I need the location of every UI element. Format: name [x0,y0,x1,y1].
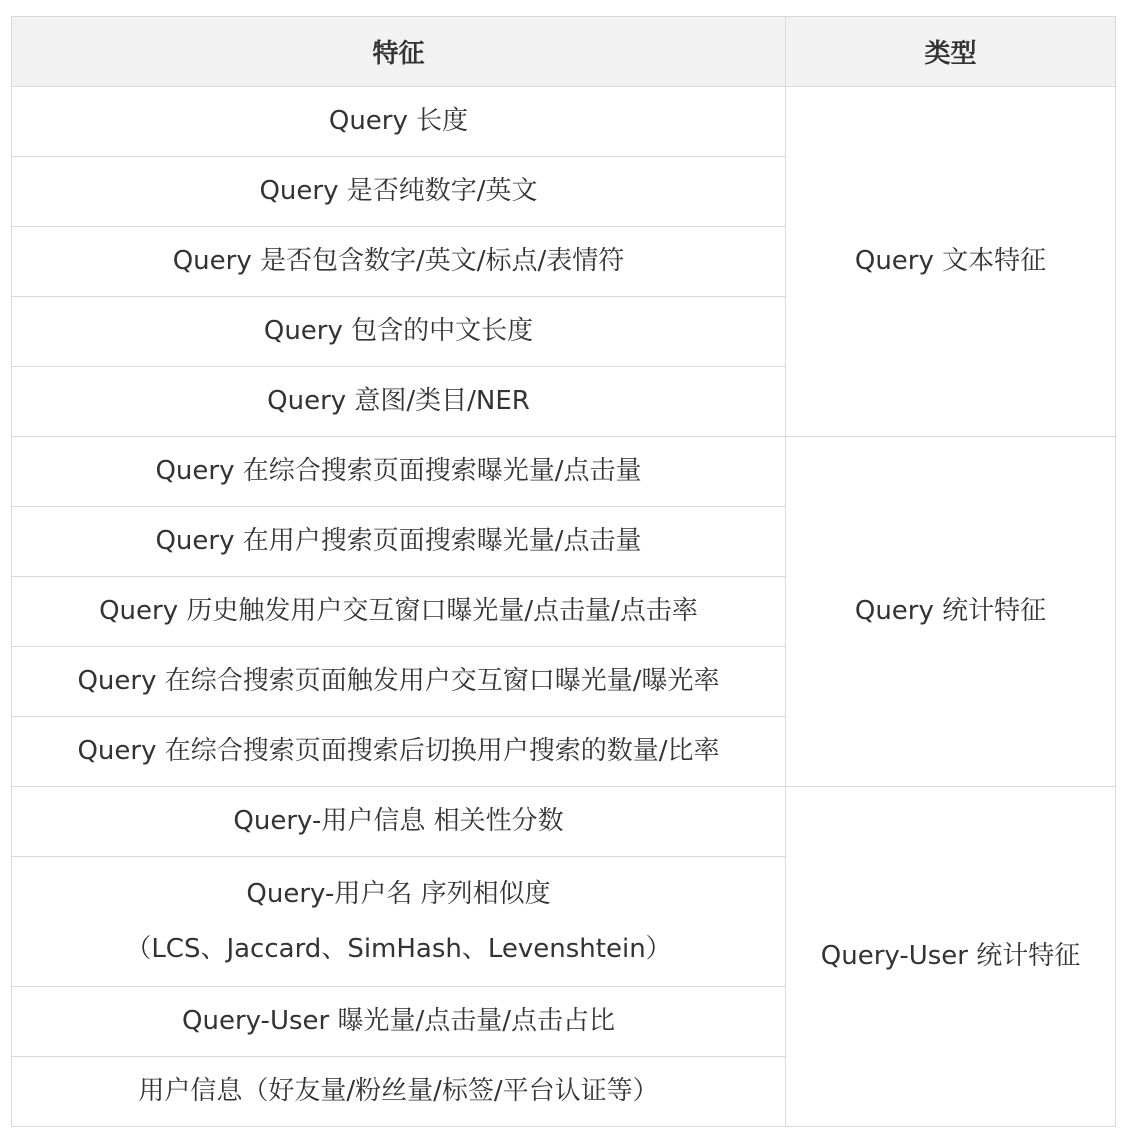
feature-text: Query 在综合搜索页面搜索曝光量/点击量 [155,456,642,487]
feature-cell [12,507,786,577]
feature-cell [12,647,786,717]
header-feature: 特征 [12,17,786,87]
table-row [12,437,1116,507]
table-body [12,87,1116,1127]
feature-cell [12,367,786,437]
table-row [12,787,1116,857]
feature-cell [12,987,786,1057]
header-row [12,17,1116,87]
feature-table [11,16,1116,1127]
feature-cell [12,157,786,227]
feature-cell [12,87,786,157]
type-cell: Query 文本特征 [786,87,1116,437]
feature-text: Query 是否纯数字/英文 [259,176,538,207]
feature-cell [12,717,786,787]
table-row [12,87,1116,157]
feature-cell [12,1057,786,1127]
feature-text: Query 是否包含数字/英文/标点/表情符 [172,246,625,277]
feature-cell [12,577,786,647]
feature-text: Query 在综合搜索页面搜索后切换用户搜索的数量/比率 [77,736,720,767]
feature-text: Query 历史触发用户交互窗口曝光量/点击量/点击率 [99,596,698,627]
type-cell: Query-User 统计特征 [786,787,1116,1127]
feature-text: （LCS、Jaccard、SimHash、Levenshtein） [125,933,672,964]
feature-cell [12,437,786,507]
feature-text: Query 在综合搜索页面触发用户交互窗口曝光量/曝光率 [77,666,720,697]
feature-text: Query 包含的中文长度 [263,316,534,347]
feature-cell [12,787,786,857]
feature-text: 用户信息（好友量/粉丝量/标签/平台认证等） [138,1076,659,1107]
header-type: 类型 [786,17,1116,87]
type-cell: Query 统计特征 [786,437,1116,787]
feature-text: Query-用户名 序列相似度 [246,879,551,910]
feature-text: Query-User 曝光量/点击量/点击占比 [182,1006,615,1037]
table-header [12,17,1116,87]
feature-cell [12,857,786,987]
feature-cell [12,227,786,297]
feature-cell [12,297,786,367]
feature-text: Query 长度 [328,106,469,137]
feature-text: Query 在用户搜索页面搜索曝光量/点击量 [155,526,642,557]
feature-text: Query-用户信息 相关性分数 [233,806,564,837]
feature-text: Query 意图/类目/NER [267,386,530,417]
